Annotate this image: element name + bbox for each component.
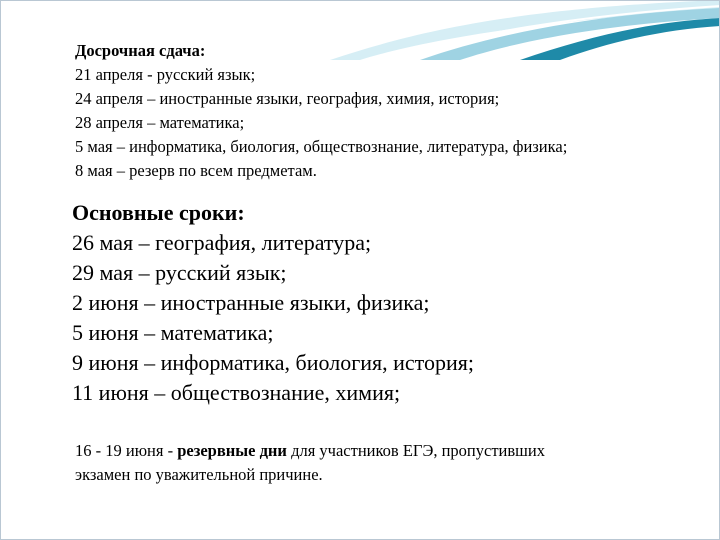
main-line: 29 мая – русский язык; bbox=[72, 260, 287, 285]
reserve-suffix: для участников ЕГЭ, пропустивших bbox=[286, 441, 545, 460]
main-line: 9 июня – информатика, биология, история; bbox=[72, 350, 474, 375]
early-exam-block bbox=[75, 39, 695, 183]
early-line: 8 мая – резерв по всем предметам. bbox=[75, 161, 317, 180]
early-line: 21 апреля - русский язык; bbox=[75, 65, 256, 84]
reserve-bold: резервные дни bbox=[177, 441, 287, 460]
reserve-line-2: экзамен по уважительной причине. bbox=[75, 465, 323, 484]
early-heading: Досрочная сдача: bbox=[75, 41, 206, 60]
main-line: 11 июня – обществознание, химия; bbox=[72, 380, 401, 405]
main-line: 2 июня – иностранные языки, физика; bbox=[72, 290, 430, 315]
main-line: 5 июня – математика; bbox=[72, 320, 274, 345]
early-line: 5 мая – информатика, биология, обществознание, литература, физика; bbox=[75, 137, 568, 156]
early-line: 24 апреля – иностранные языки, география, химия, история; bbox=[75, 89, 500, 108]
main-heading: Основные сроки: bbox=[72, 200, 245, 225]
early-line: 28 апреля – математика; bbox=[75, 113, 245, 132]
reserve-line bbox=[75, 439, 695, 463]
reserve-days-block bbox=[75, 439, 695, 487]
main-exam-block bbox=[72, 198, 692, 408]
main-line: 26 мая – география, литература; bbox=[72, 230, 372, 255]
reserve-prefix: 16 - 19 июня - bbox=[75, 441, 178, 460]
